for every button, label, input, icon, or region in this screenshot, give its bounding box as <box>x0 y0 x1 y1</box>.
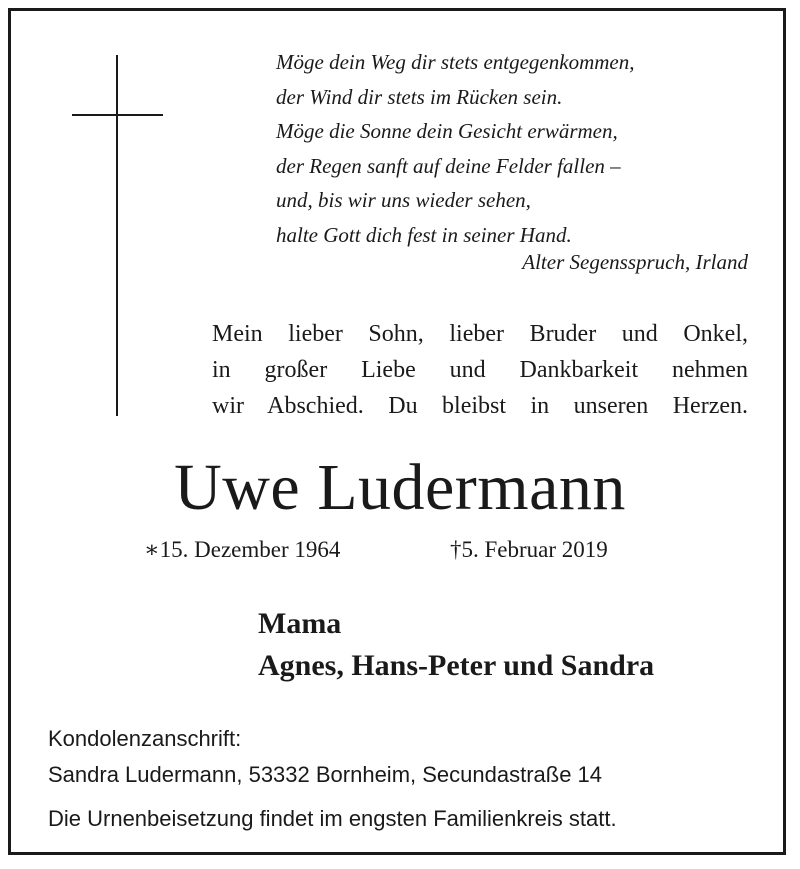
farewell-line: wir Abschied. Du bleibst in unseren Herzen. <box>212 393 748 419</box>
poem-line: Möge die Sonne dein Gesicht erwärmen, <box>276 119 618 143</box>
deceased-name: Uwe Ludermann <box>174 451 626 524</box>
birth-date: ∗15. Dezember 1964 <box>144 537 341 562</box>
poem-line: Möge dein Weg dir stets entgegenkommen, <box>276 50 635 74</box>
condolence-address-block <box>48 721 602 793</box>
mourners-list <box>258 603 654 687</box>
poem-line: der Wind dir stets im Rücken sein. <box>276 84 563 109</box>
farewell-line: Mein lieber Sohn, lieber Bruder und Onkel, <box>212 321 748 347</box>
poem-line: der Regen sanft auf deine Felder fallen – <box>276 153 621 178</box>
condolence-heading: Kondolenzanschrift: <box>48 726 242 751</box>
poem-source: Alter Segensspruch, Irland <box>522 250 748 274</box>
farewell-line: in großer Liebe und Dankbarkeit nehmen <box>212 357 748 383</box>
mourner-line: Agnes, Hans-Peter und Sandra <box>258 649 655 682</box>
condolence-address: Sandra Ludermann, 53332 Bornheim, Secundastraße 14 <box>48 762 603 787</box>
poem-line: halte Gott dich fest in seiner Hand. <box>276 222 572 247</box>
mourner-line: Mama <box>258 607 342 640</box>
farewell-message <box>212 316 748 424</box>
burial-note: Die Urnenbeisetzung findet im engsten Familienkreis statt. <box>48 806 617 831</box>
cross-icon-horizontal-bar <box>72 114 163 116</box>
poem-line: und, bis wir uns wieder sehen, <box>276 188 531 212</box>
death-date: †5. Februar 2019 <box>450 537 608 562</box>
cross-icon-vertical-bar <box>116 55 118 416</box>
blessing-poem <box>276 45 756 252</box>
